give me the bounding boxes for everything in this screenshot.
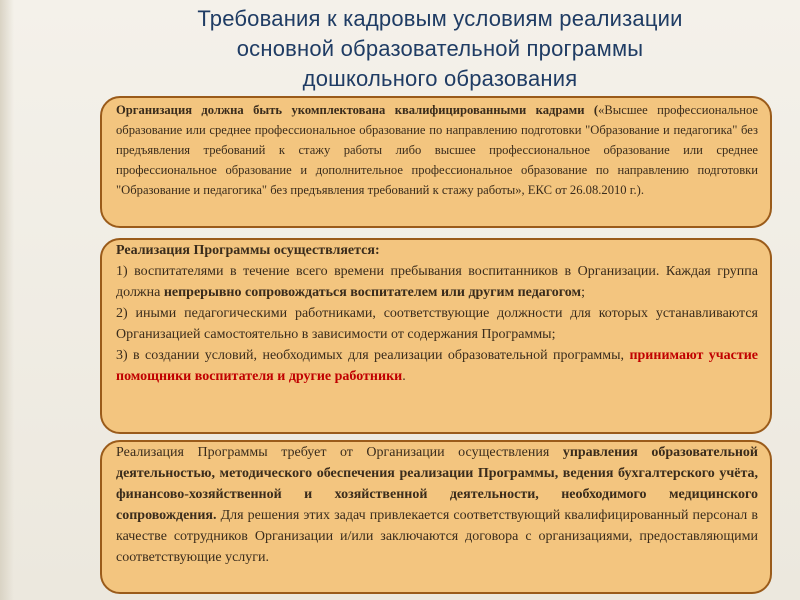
program-implementers-heading: Реализация Программы осуществляется: bbox=[116, 243, 380, 258]
implementers-item-1-emphasis: непрерывно сопровождаться воспитателем или другим педагогом bbox=[163, 285, 582, 300]
management-requirements-lead: Реализация Программы требует от Организации осуществления bbox=[116, 445, 563, 460]
implementers-item-3 bbox=[116, 345, 758, 387]
title-line-1: Требования к кадровым условиям реализации bbox=[197, 6, 683, 31]
staffing-requirements-lead: Организация должна быть укомплектована квалифицированными кадрами ( bbox=[116, 103, 599, 117]
staffing-requirements-detail: «Высшее профессиональное образование или среднее профессиональное образование по направлению подготовки "Образование и педагогика" без предъявления требований к стажу работы либо высшее профессиональное образование или среднее профессиональное образование и дополнительное профессиональное образование по направлению подготовки "Образование и педагогика" без предъявления требований к стажу работы», ЕКС от 26.08.2010 г.). bbox=[116, 103, 758, 197]
management-requirements-emphasis: управления образовательной деятельностью, методического обеспечения реализации Программы, ведения бухгалтерского учёта, финансово-хозяйственной и хозяйственной деятельности, необходимого медицинского сопровождения. bbox=[116, 445, 758, 523]
implementers-item-3-highlight: принимают участие помощники воспитателя и другие работники bbox=[116, 348, 758, 384]
implementers-item-1-end: ; bbox=[581, 285, 585, 300]
implementers-item-3-end: . bbox=[402, 369, 406, 384]
staffing-requirements-box bbox=[100, 96, 772, 228]
title-line-3: дошкольного образования bbox=[302, 66, 578, 91]
implementers-item-3-text: 3) в создании условий, необходимых для реализации образовательной программы, bbox=[116, 348, 630, 363]
program-implementers-box bbox=[100, 238, 772, 434]
implementers-item-1 bbox=[116, 261, 758, 303]
staffing-requirements-text bbox=[116, 100, 758, 200]
management-requirements-tail: Для решения этих задач привлекается соответствующий квалифицированный персонал в качестве сотрудников Организации и/или заключаются договора с организациями, предоставляющими соответствующие услуги. bbox=[116, 508, 758, 565]
slide-edge-shadow bbox=[0, 0, 14, 600]
slide-title bbox=[120, 4, 760, 94]
implementers-item-2: 2) иными педагогическими работниками, соответствующие должности для которых устанавливаются Организацией самостоятельно в зависимости от содержания Программы; bbox=[116, 306, 758, 342]
management-requirements-box bbox=[100, 440, 772, 594]
management-requirements-text bbox=[116, 442, 758, 568]
implementers-item-1-text: 1) воспитателями в течение всего времени пребывания воспитанников в Организации. Каждая группа должна bbox=[116, 264, 758, 300]
title-line-2: основной образовательной программы bbox=[236, 36, 644, 61]
